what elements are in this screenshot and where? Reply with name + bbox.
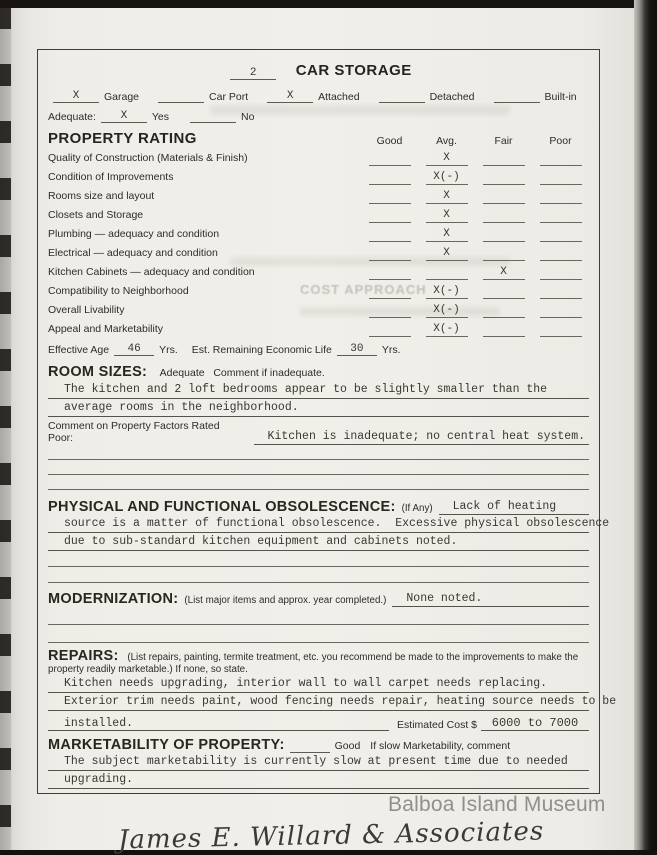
adequate-no-label: No bbox=[241, 111, 255, 123]
poor-field bbox=[540, 170, 582, 185]
room-sizes-title: ROOM SIZES: bbox=[48, 364, 148, 380]
poor-field bbox=[540, 208, 582, 223]
poor-field bbox=[540, 322, 582, 337]
poor-field bbox=[540, 189, 582, 204]
column-avg: Avg. bbox=[436, 135, 457, 147]
adequate-no-field bbox=[190, 109, 236, 123]
avg-field: X(-) bbox=[426, 284, 468, 299]
ruled-line bbox=[48, 460, 589, 475]
repairs-title: REPAIRS: bbox=[48, 648, 119, 664]
car-storage-title: CAR STORAGE bbox=[295, 62, 412, 79]
rating-label: Quality of Construction (Materials & Finish) bbox=[48, 152, 248, 164]
rating-row bbox=[48, 185, 589, 204]
marketability-field-1: The subject marketability is currently slow at present time due to needed bbox=[48, 754, 589, 771]
marketability-field-2: upgrading. bbox=[48, 772, 589, 789]
repairs-qualifier: (List repairs, painting, termite treatment, etc. you recommend be made to the improvements to make the property readily marketable.) If none, so state. bbox=[48, 652, 579, 675]
marketability-title: MARKETABILITY OF PROPERTY: bbox=[48, 737, 285, 753]
modernization-title: MODERNIZATION: bbox=[48, 591, 179, 607]
fair-field bbox=[483, 322, 525, 337]
modernization-header bbox=[48, 591, 589, 607]
rating-label: Closets and Storage bbox=[48, 209, 144, 221]
builtin-field bbox=[494, 89, 540, 103]
poor-factors-label: Comment on Property Factors Rated Poor: bbox=[48, 420, 220, 444]
rating-label: Plumbing — adequacy and condition bbox=[48, 228, 220, 240]
attached-label: Attached bbox=[318, 91, 360, 103]
column-fair: Fair bbox=[494, 135, 513, 147]
room-sizes-comment-2: average rooms in the neighborhood. bbox=[48, 400, 589, 417]
fair-field bbox=[483, 284, 525, 299]
ruled-line bbox=[48, 625, 589, 643]
good-field bbox=[369, 246, 411, 261]
rating-label: Compatibility to Neighborhood bbox=[48, 285, 189, 297]
company-signature: James E. Willard & Associates bbox=[117, 816, 545, 855]
poor-field bbox=[540, 151, 582, 166]
effective-age-field: 46 bbox=[114, 342, 154, 356]
adequate-yes-field: X bbox=[101, 109, 147, 123]
property-rating-title: PROPERTY RATING bbox=[48, 130, 197, 147]
car-storage-options bbox=[48, 89, 589, 103]
carport-field bbox=[158, 89, 204, 103]
estimated-cost-label: Estimated Cost $ bbox=[397, 719, 477, 731]
room-sizes-comment-1: The kitchen and 2 loft bedrooms appear to be slightly smaller than the bbox=[48, 382, 589, 399]
adequate-line bbox=[48, 109, 589, 123]
car-storage-count-field: 2 bbox=[230, 66, 276, 80]
avg-field: X(-) bbox=[426, 170, 468, 185]
rating-label: Condition of Improvements bbox=[48, 171, 174, 183]
modernization-field: None noted. bbox=[392, 592, 589, 607]
rating-label: Overall Livability bbox=[48, 304, 125, 316]
rating-row bbox=[48, 261, 589, 280]
obsolescence-qualifier: (If Any) bbox=[401, 503, 433, 514]
good-field bbox=[369, 208, 411, 223]
binder-holes bbox=[0, 7, 11, 850]
avg-field: X bbox=[426, 246, 468, 261]
good-field bbox=[369, 189, 411, 204]
rating-label: Rooms size and layout bbox=[48, 190, 155, 202]
rating-row bbox=[48, 147, 589, 166]
repairs-cost-line bbox=[48, 711, 589, 731]
yrs-label: Yrs. bbox=[159, 344, 178, 356]
good-field bbox=[369, 170, 411, 185]
poor-field bbox=[540, 303, 582, 318]
effective-age-line bbox=[48, 342, 589, 356]
avg-field: X bbox=[426, 151, 468, 166]
avg-field: X(-) bbox=[426, 303, 468, 318]
rating-row bbox=[48, 318, 589, 337]
fair-field bbox=[483, 303, 525, 318]
ruled-line bbox=[48, 475, 589, 490]
ruled-line bbox=[48, 607, 589, 625]
good-field bbox=[369, 265, 411, 280]
poor-field bbox=[540, 227, 582, 242]
estimated-cost-field: 6000 to 7000 bbox=[481, 716, 589, 731]
property-rating-header bbox=[48, 130, 589, 147]
attached-field: X bbox=[267, 89, 313, 103]
effective-age-label: Effective Age bbox=[48, 344, 110, 356]
rating-row bbox=[48, 299, 589, 318]
rating-row bbox=[48, 166, 589, 185]
scanned-page bbox=[0, 7, 636, 855]
obsolescence-field-3: due to sub-standard kitchen equipment and cabinets noted. bbox=[48, 534, 589, 551]
room-sizes-subtitle: Adequate Comment if inadequate. bbox=[159, 367, 325, 379]
rating-row bbox=[48, 204, 589, 223]
poor-factors-line bbox=[48, 420, 589, 445]
avg-field: X bbox=[426, 227, 468, 242]
museum-watermark: Balboa Island Museum bbox=[388, 793, 606, 816]
appraisal-form bbox=[37, 49, 617, 794]
rating-row bbox=[48, 242, 589, 261]
fair-field bbox=[483, 170, 525, 185]
adequate-label: Adequate: bbox=[48, 111, 96, 123]
car-storage-header bbox=[48, 62, 589, 80]
room-sizes-header bbox=[48, 363, 589, 381]
good-field bbox=[369, 303, 411, 318]
avg-field bbox=[426, 265, 468, 280]
ruled-line bbox=[48, 445, 589, 460]
column-poor: Poor bbox=[549, 135, 572, 147]
rating-row bbox=[48, 280, 589, 299]
obsolescence-title: PHYSICAL AND FUNCTIONAL OBSOLESCENCE: bbox=[48, 499, 396, 515]
poor-field bbox=[540, 284, 582, 299]
poor-field bbox=[540, 265, 582, 280]
good-field bbox=[369, 151, 411, 166]
rating-row bbox=[48, 223, 589, 242]
detached-field bbox=[379, 89, 425, 103]
scan-right-edge bbox=[634, 0, 657, 850]
ruled-line bbox=[48, 551, 589, 567]
detached-label: Detached bbox=[429, 91, 475, 103]
fair-field bbox=[483, 246, 525, 261]
fair-field bbox=[483, 189, 525, 204]
obsolescence-field-1: Lack of heating bbox=[439, 500, 589, 515]
builtin-label: Built-in bbox=[544, 91, 577, 103]
good-field bbox=[369, 284, 411, 299]
repairs-header bbox=[48, 648, 589, 675]
ruled-line bbox=[48, 567, 589, 583]
fair-field: X bbox=[483, 265, 525, 280]
scan-top-edge bbox=[0, 0, 657, 8]
yrs-label: Yrs. bbox=[381, 344, 401, 356]
rating-label: Electrical — adequacy and condition bbox=[48, 247, 218, 259]
avg-field: X bbox=[426, 189, 468, 204]
obsolescence-header bbox=[48, 499, 589, 515]
repairs-field-1: Kitchen needs upgrading, interior wall to wall carpet needs replacing. bbox=[48, 676, 589, 693]
fair-field bbox=[483, 151, 525, 166]
rating-label: Appeal and Marketability bbox=[48, 323, 163, 335]
rating-label: Kitchen Cabinets — adequacy and condition bbox=[48, 266, 255, 278]
marketability-good-field bbox=[290, 739, 330, 753]
modernization-qualifier: (List major items and approx. year completed.) bbox=[184, 595, 387, 606]
good-field bbox=[369, 322, 411, 337]
marketability-comment-label: If slow Marketability, comment bbox=[370, 740, 511, 752]
garage-field: X bbox=[53, 89, 99, 103]
garage-label: Garage bbox=[104, 91, 140, 103]
fair-field bbox=[483, 208, 525, 223]
obsolescence-field-2: source is a matter of functional obsolescence. Excessive physical obsolescence bbox=[48, 516, 589, 533]
bleed-through-text: COST APPROACH bbox=[300, 282, 427, 297]
econ-life-label: Est. Remaining Economic Life bbox=[191, 344, 332, 356]
avg-field: X(-) bbox=[426, 322, 468, 337]
adequate-yes-label: Yes bbox=[151, 111, 170, 123]
carport-label: Car Port bbox=[209, 91, 249, 103]
repairs-field-3: installed. bbox=[48, 717, 389, 731]
econ-life-field: 30 bbox=[337, 342, 377, 356]
avg-field: X bbox=[426, 208, 468, 223]
fair-field bbox=[483, 227, 525, 242]
good-field bbox=[369, 227, 411, 242]
repairs-field-2: Exterior trim needs paint, wood fencing needs repair, heating source needs to be bbox=[48, 694, 589, 711]
poor-factors-field: Kitchen is inadequate; no central heat system. bbox=[254, 430, 589, 445]
marketability-good-label: Good bbox=[334, 740, 361, 752]
column-good: Good bbox=[376, 135, 403, 147]
poor-field bbox=[540, 246, 582, 261]
marketability-header bbox=[48, 737, 589, 753]
